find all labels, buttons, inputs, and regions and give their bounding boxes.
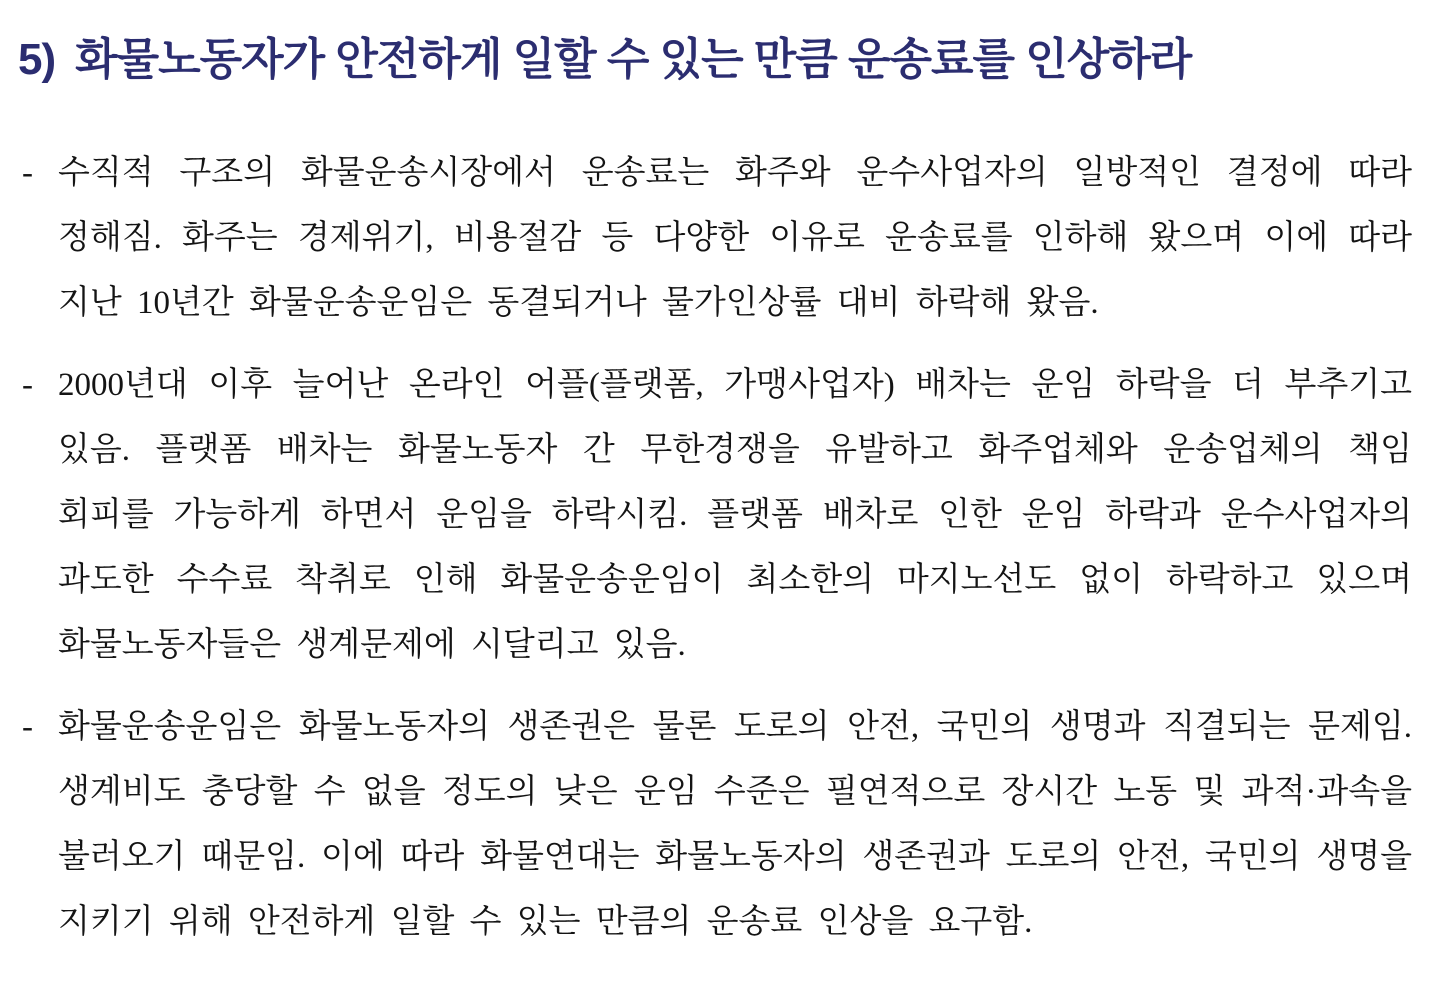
section-heading	[18, 34, 1412, 87]
dash-bullet-marker: -	[22, 708, 33, 745]
section-number: 5)	[18, 35, 56, 84]
bullet-paragraph-1-text: 수직적 구조의 화물운송시장에서 운송료는 화주와 운수사업자의 일방적인 결정에 따라 정해짐. 화주는 경제위기, 비용절감 등 다양한 이유로 운송료를 인하해 왔으며 이에 따라 지난 10년간 화물운송운임은 동결되거나 물가인상률 대비 하락해 왔음.	[58, 154, 1412, 321]
bullet-paragraph-3-text: 화물운송운임은 화물노동자의 생존권은 물론 도로의 안전, 국민의 생명과 직결되는 문제임. 생계비도 충당할 수 없을 정도의 낮은 운임 수준은 필연적으로 장시간 노동 및 과적·과속을 불러오기 때문임. 이에 따라 화물연대는 화물노동자의 생존권과 도로의 안전, 국민의 생명을 지키기 위해 안전하게 일할 수 있는 만큼의 운송료 인상을 요구함.	[58, 708, 1412, 940]
dash-bullet-marker: -	[22, 154, 33, 191]
dash-bullet-marker: -	[22, 366, 33, 403]
bullet-paragraph-2	[18, 353, 1412, 678]
bullet-list	[18, 141, 1412, 955]
bullet-paragraph-3	[18, 695, 1412, 955]
bullet-paragraph-1	[18, 141, 1412, 336]
bullet-paragraph-2-text: 2000년대 이후 늘어난 온라인 어플(플랫폼, 가맹사업자) 배차는 운임 하락을 더 부추기고 있음. 플랫폼 배차는 화물노동자 간 무한경쟁을 유발하고 화주업체와 운송업체의 책임 회피를 가능하게 하면서 운임을 하락시킴. 플랫폼 배차로 인한 운임 하락과 운수사업자의 과도한 수수료 착취로 인해 화물운송운임이 최소한의 마지노선도 없이 하락하고 있으며 화물노동자들은 생계문제에 시달리고 있음.	[58, 366, 1412, 663]
section-title: 화물노동자가 안전하게 일할 수 있는 만큼 운송료를 인상하라	[75, 35, 1192, 84]
